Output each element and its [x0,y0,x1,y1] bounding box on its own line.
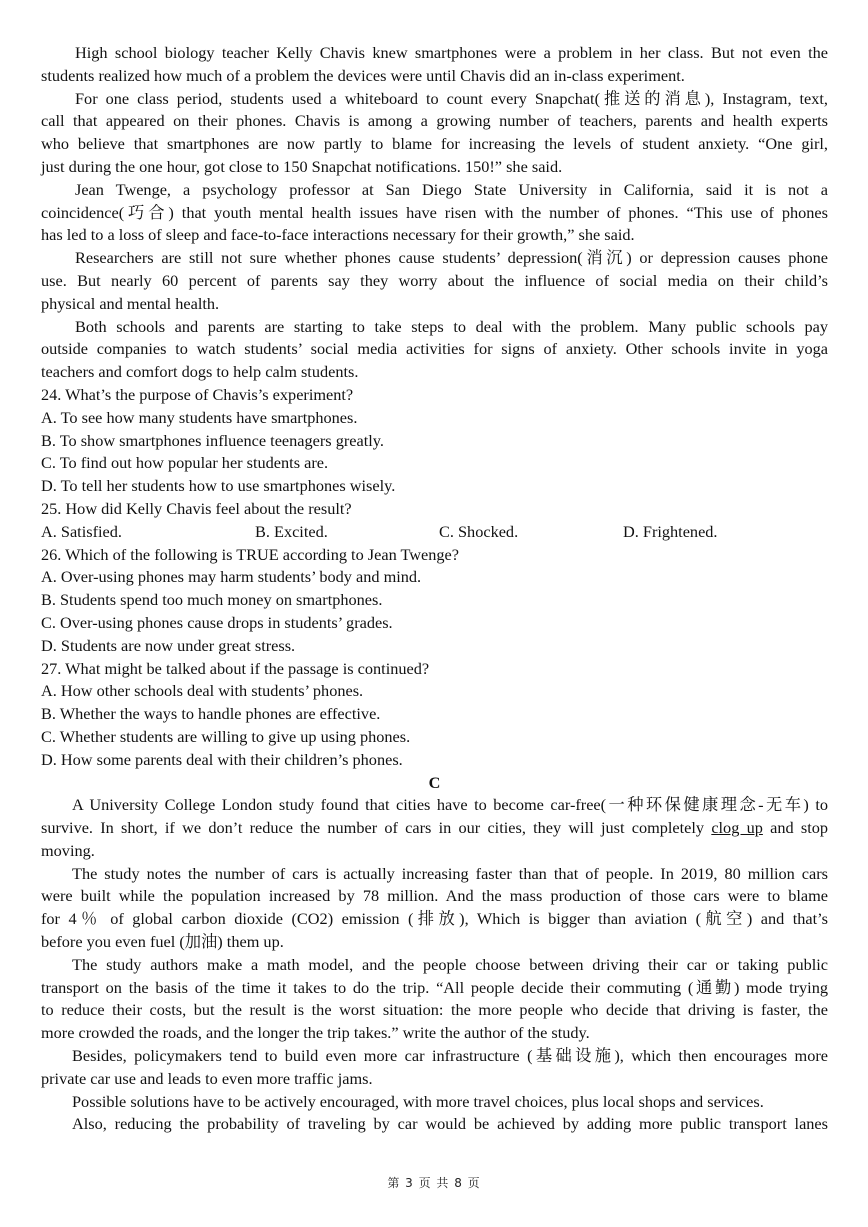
paragraph-line: before you even fuel (加油) them up. [41,932,284,952]
option-c[interactable]: C. Whether students are willing to give up using phones. [41,726,411,746]
question-stem: 27. What might be talked about if the passage is continued? [41,658,430,678]
paragraph-line: High school biology teacher Kelly Chavis knew smartphones were a problem in her class. But not even the [75,43,828,62]
underlined-phrase: clog up [711,818,763,838]
exam-page [41,42,828,1136]
question-stem: 25. How did Kelly Chavis feel about the result? [41,498,352,518]
question-26 [41,544,828,658]
option-a[interactable]: A. Satisfied. [41,521,122,541]
option-b[interactable]: B. Students spend too much money on smartphones. [41,590,383,610]
paragraph-line: A University College London study found that cities have to become car-free(一种环保健康理念-无车) to [72,795,828,815]
paragraph-line: physical and mental health. [41,293,220,313]
paragraph-line: were built while the population increased by 78 million. And the mass production of those cars were to blame [41,886,828,906]
option-d[interactable]: D. How some parents deal with their children’s phones. [41,749,403,769]
passage-c [41,772,828,1137]
option-d[interactable]: D. Frightened. [623,521,718,541]
paragraph-line: more crowded the roads, and the longer the trip takes.” write the author of the study. [41,1023,590,1043]
question-stem: 26. Which of the following is TRUE according to Jean Twenge? [41,544,460,564]
options-row [41,521,828,544]
paragraph-line: to reduce their costs, but the result is the worst situation: the more people who decide that driving is faster, the [41,1000,828,1020]
passage-b [41,42,828,384]
paragraph-line: teachers and comfort dogs to help calm students. [41,362,359,382]
paragraph-line: has led to a loss of sleep and face-to-face interactions necessary for their growth,” she said. [41,225,635,245]
option-a[interactable]: A. To see how many students have smartphones. [41,407,358,427]
question-27 [41,658,828,772]
option-c[interactable]: C. Shocked. [439,521,519,541]
paragraph-line: moving. [41,840,95,860]
paragraph-line: transport on the basis of the time it takes to do the trip. “All people decide their commuting (通勤) mode trying [41,977,828,997]
paragraph-line [41,817,828,840]
section-heading: C [428,772,441,792]
paragraph-line: use. But nearly 60 percent of parents say they worry about the influence of social media on their child’s [41,270,828,290]
paragraph-line: The study authors make a math model, and the people choose between driving their car or taking public [72,954,828,974]
paragraph-line: coincidence(巧合) that youth mental health issues have risen with the number of phones. “This use of phones [41,202,828,222]
question-stem: 24. What’s the purpose of Chavis’s experiment? [41,384,354,404]
paragraph-line: For one class period, students used a whiteboard to count every Snapchat(推送的消息), Instagram, text, [75,88,828,108]
paragraph-line: Also, reducing the probability of traveling by car would be achieved by adding more public transport lanes [72,1114,828,1134]
text-segment: and stop [762,818,829,838]
paragraph-line: who believe that smartphones are now partly to blame for increasing the levels of student anxiety. “One girl, [41,134,828,154]
paragraph-line: outside companies to watch students’ social media activities for signs of anxiety. Other schools invite in yoga [41,339,828,359]
option-a[interactable]: A. How other schools deal with students’ phones. [41,681,364,701]
option-d[interactable]: D. To tell her students how to use smartphones wisely. [41,476,396,496]
paragraph-line: The study notes the number of cars is actually increasing faster than that of people. In 2019, 80 million cars [72,863,828,883]
paragraph-line: just during the one hour, got close to 150 Snapchat notifications. 150!” she said. [41,156,563,176]
question-25 [41,498,828,544]
question-24 [41,384,828,498]
paragraph-line: call that appeared on their phones. Chavis is among a growing number of teachers, parents and health experts [41,111,828,131]
paragraph-line: Possible solutions have to be actively encouraged, with more travel choices, plus local shops and services. [72,1091,764,1111]
paragraph-line: students realized how much of a problem the devices were until Chavis did an in-class experiment. [41,65,685,85]
page-number: 第 3 页 共 8 页 [387,1176,481,1190]
paragraph-line: Both schools and parents are starting to take steps to deal with the problem. Many public schools pay [75,316,828,336]
option-b[interactable]: B. To show smartphones influence teenagers greatly. [41,430,384,450]
paragraph-line: Besides, policymakers tend to build even more car infrastructure (基础设施), which then encourages more [72,1046,828,1066]
paragraph-line: for 4％ of global carbon dioxide (CO2) emission (排放), Which is bigger than aviation (航空) and that’s [41,909,828,929]
text-segment: survive. In short, if we don’t reduce the number of cars in our cities, they will just completely [41,818,712,838]
paragraph-line: Jean Twenge, a psychology professor at San Diego State University in California, said it is not a [75,179,828,199]
option-a[interactable]: A. Over-using phones may harm students’ body and mind. [41,567,422,587]
option-b[interactable]: B. Whether the ways to handle phones are effective. [41,704,381,724]
paragraph-line: private car use and leads to even more traffic jams. [41,1068,373,1088]
option-d[interactable]: D. Students are now under great stress. [41,635,296,655]
paragraph-line: Researchers are still not sure whether phones cause students’ depression(消沉) or depression causes phone [75,248,828,268]
option-c[interactable]: C. Over-using phones cause drops in students’ grades. [41,612,393,632]
option-c[interactable]: C. To find out how popular her students are. [41,453,329,473]
option-b[interactable]: B. Excited. [255,521,328,541]
